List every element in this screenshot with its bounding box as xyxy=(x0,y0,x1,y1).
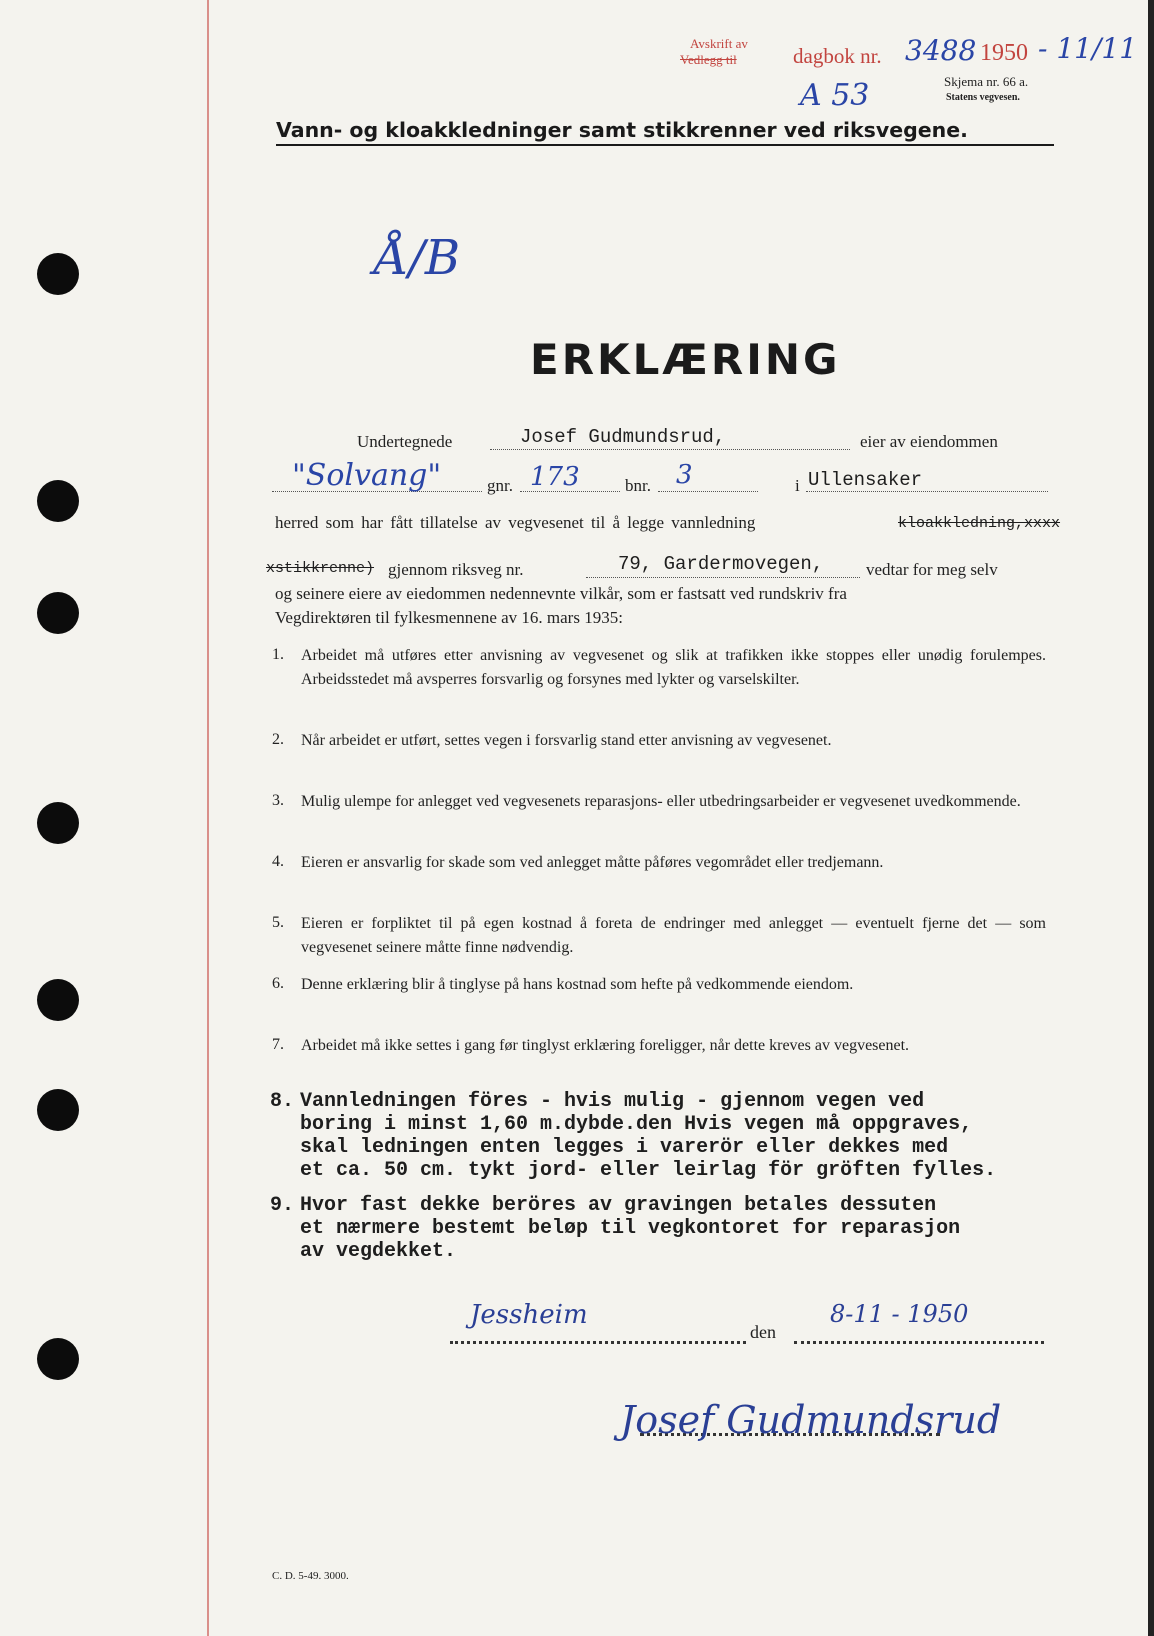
form-issuer: Statens vegvesen. xyxy=(946,92,1020,103)
struck-out-stikkrenne: xstikkrenne) xyxy=(266,560,375,577)
herred-text: herred som har fått tillatelse av vegvesenet til å legge vannledning xyxy=(275,513,756,532)
condition-text: Denne erklæring blir å tinglyse på hans kostnad som hefte på vedkommende eiendom. xyxy=(301,976,854,993)
i-label: i xyxy=(795,476,800,495)
signature-place: Jessheim xyxy=(470,1300,588,1330)
riksveg-value: 79, Gardermovegen, xyxy=(618,553,824,575)
condition-number: 4. xyxy=(272,853,284,870)
typed-condition-number: 9. xyxy=(270,1194,295,1217)
punch-hole xyxy=(37,802,79,844)
intro-line-3: Vegdirektøren til fylkesmennene av 16. mars 1935: xyxy=(275,608,623,627)
municipality-value: Ullensaker xyxy=(808,469,923,491)
condition-text: Arbeidet må ikke settes i gang før tinglyst erklæring foreligger, når dette kreves av vegvesenet. xyxy=(301,1037,910,1054)
condition-number: 1. xyxy=(272,646,284,663)
condition-number: 3. xyxy=(272,792,284,809)
punch-hole xyxy=(37,480,79,522)
intro-line-2: og seinere eiere av eiedommen nedennevnte vilkår, som er fastsatt ved rundskriv fra xyxy=(275,584,847,603)
condition-text: Eieren er forpliktet til på egen kostnad å foreta de endringer med anlegget — eventuelt fjerne det — som vegvesenet seinere måtte finne nødvendig. xyxy=(301,915,1046,956)
punch-hole xyxy=(37,1089,79,1131)
condition-number: 6. xyxy=(272,975,284,992)
name-line xyxy=(490,448,850,450)
typed-line: et nærmere bestemt beløp til vegkontoret for reparasjon xyxy=(300,1217,961,1240)
condition-number: 7. xyxy=(272,1036,284,1053)
stamp-year: 1950 xyxy=(980,40,1028,66)
condition-number: 2. xyxy=(272,731,284,748)
dagbok-number: 3488 xyxy=(905,34,977,67)
condition-text: Når arbeidet er utført, settes vegen i forsvarlig stand etter anvisning av vegvesenet. xyxy=(301,732,832,749)
handwritten-page-ref: A 53 xyxy=(800,78,870,113)
typed-line: Vannledningen föres - hvis mulig - gjennom vegen ved xyxy=(300,1090,925,1113)
typed-line: av vegdekket. xyxy=(300,1240,457,1263)
bnr-label: bnr. xyxy=(625,476,651,495)
stamp-vedlegg: Vedlegg til xyxy=(680,52,737,67)
document-title: ERKLÆRING xyxy=(530,335,841,384)
handwritten-date: - 11/11 xyxy=(1038,32,1138,65)
bnr-value: 3 xyxy=(676,460,693,490)
punch-hole xyxy=(37,253,79,295)
gnr-label: gnr. xyxy=(487,476,513,495)
place-line xyxy=(450,1340,746,1344)
punch-hole xyxy=(37,979,79,1021)
typed-line: Hvor fast dekke beröres av gravingen betales dessuten xyxy=(300,1194,937,1217)
punch-hole xyxy=(37,1338,79,1380)
property-name: "Solvang" xyxy=(292,458,442,493)
riksveg-line xyxy=(586,576,860,578)
print-code: C. D. 5-49. 3000. xyxy=(272,1570,349,1582)
form-number: Skjema nr. 66 a. xyxy=(944,74,1029,89)
struck-out-kloakk: kloakkledning,xxxx xyxy=(898,515,1061,532)
typed-line: skal ledningen enten legges i varerör eller dekkes med xyxy=(300,1136,949,1159)
typed-condition-number: 8. xyxy=(270,1090,295,1113)
eier-label: eier av eiendommen xyxy=(860,432,998,451)
condition-text: Arbeidet må utføres etter anvisning av vegvesenet og slik at trafikken ikke stoppes eller unødig forulempes. Arbeidsstedet må avsperres forsvarlig og forsynes med lykter og varselskilter. xyxy=(301,647,1046,688)
condition-text: Mulig ulempe for anlegget ved vegvesenets reparasjons- eller utbedringsarbeider er vegvesenet uvedkommende. xyxy=(301,793,1021,810)
margin-rule xyxy=(207,0,209,1636)
header-title: Vann- og kloakkledninger samt stikkrenner ved riksvegene. xyxy=(276,118,1054,146)
declarant-name: Josef Gudmundsrud, xyxy=(520,426,726,448)
typed-condition-text xyxy=(300,1090,996,1182)
condition-text: Eieren er ansvarlig for skade som ved anlegget måtte påføres vegområdet eller tredjemann. xyxy=(301,854,884,871)
signature-date: 8-11 - 1950 xyxy=(830,1300,969,1328)
den-label: den xyxy=(750,1322,776,1342)
stamp-avskrift: Avskrift av xyxy=(690,36,748,51)
riksveg-label: gjennom riksveg nr. xyxy=(388,560,524,579)
handwritten-initials: Å/B xyxy=(374,230,461,286)
scan-edge xyxy=(1148,0,1154,1636)
gnr-value: 173 xyxy=(530,462,580,492)
undertegnede-label: Undertegnede xyxy=(357,432,453,451)
date-line xyxy=(794,1340,1044,1344)
signature-name: Josef Gudmundsrud xyxy=(620,1398,1002,1442)
punch-hole xyxy=(37,592,79,634)
typed-line: et ca. 50 cm. tykt jord- eller leirlag för gröften fylles. xyxy=(300,1159,997,1182)
typed-condition-text xyxy=(300,1194,960,1263)
typed-line: boring i minst 1,60 m.dybde.den Hvis vegen må oppgraves, xyxy=(300,1113,973,1136)
stamp-dagbok-label: dagbok nr. xyxy=(793,44,882,68)
vedtar-text: vedtar for meg selv xyxy=(866,560,998,579)
condition-number: 5. xyxy=(272,914,284,931)
bnr-line xyxy=(658,490,758,492)
